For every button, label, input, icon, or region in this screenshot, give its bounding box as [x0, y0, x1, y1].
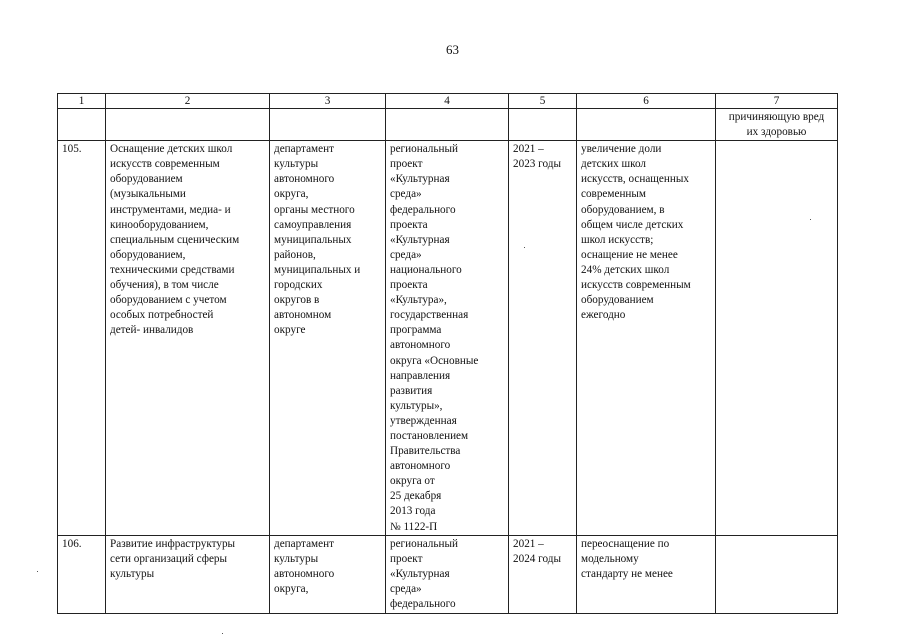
expected-result: переоснащение по модельному стандарту не менее [577, 535, 716, 613]
column-number: 6 [577, 94, 716, 109]
scan-speck [222, 633, 223, 634]
row-number: 105. [58, 141, 106, 535]
carry-cell [106, 109, 270, 141]
carry-cell [386, 109, 509, 141]
carry-cell [58, 109, 106, 141]
column-number: 2 [106, 94, 270, 109]
carry-cell-note: причиняющую вред их здоровью [716, 109, 838, 141]
executor: департамент культуры автономного округа, [270, 535, 386, 613]
note [716, 535, 838, 613]
table-row [58, 535, 838, 613]
source-document: региональный проект «Культурная среда» федерального [386, 535, 509, 613]
carry-over-row [58, 109, 838, 141]
column-number: 4 [386, 94, 509, 109]
column-number-row [58, 94, 838, 109]
carry-cell [270, 109, 386, 141]
scan-speck [524, 247, 525, 248]
column-number: 3 [270, 94, 386, 109]
carry-cell [509, 109, 577, 141]
column-number: 1 [58, 94, 106, 109]
note [716, 141, 838, 535]
measures-table [57, 93, 838, 614]
column-number: 7 [716, 94, 838, 109]
table-row [58, 141, 838, 535]
scan-speck [37, 571, 38, 572]
source-document: региональный проект «Культурная среда» федерального проекта «Культурная среда» национального проекта «Культура», государственная программа автономного округа «Основные направления развития культуры», утвержденная постановлением Правительства автономного округа от 25 декабря 2013 года № 1122-П [386, 141, 509, 535]
expected-result: увеличение доли детских школ искусств, оснащенных современным оборудованием, в общем числе детских школ искусств; оснащение не менее 24% детских школ искусств современным оборудованием ежегодно [577, 141, 716, 535]
scan-speck [810, 219, 811, 220]
row-number: 106. [58, 535, 106, 613]
period: 2021 – 2023 годы [509, 141, 577, 535]
period: 2021 – 2024 годы [509, 535, 577, 613]
column-number: 5 [509, 94, 577, 109]
executor: департамент культуры автономного округа, органы местного самоуправления муниципальных районов, муниципальных и городских округов в автономном округе [270, 141, 386, 535]
measure-name: Оснащение детских школ искусств современным оборудованием (музыкальными инструментами, медиа- и кинооборудованием, специальным сценическим оборудованием, техническими средствами обучения), в том числе оборудованием с учетом особых потребностей детей- инвалидов [106, 141, 270, 535]
measure-name: Развитие инфраструктуры сети организаций сферы культуры [106, 535, 270, 613]
page-number: 63 [446, 42, 459, 57]
carry-cell [577, 109, 716, 141]
